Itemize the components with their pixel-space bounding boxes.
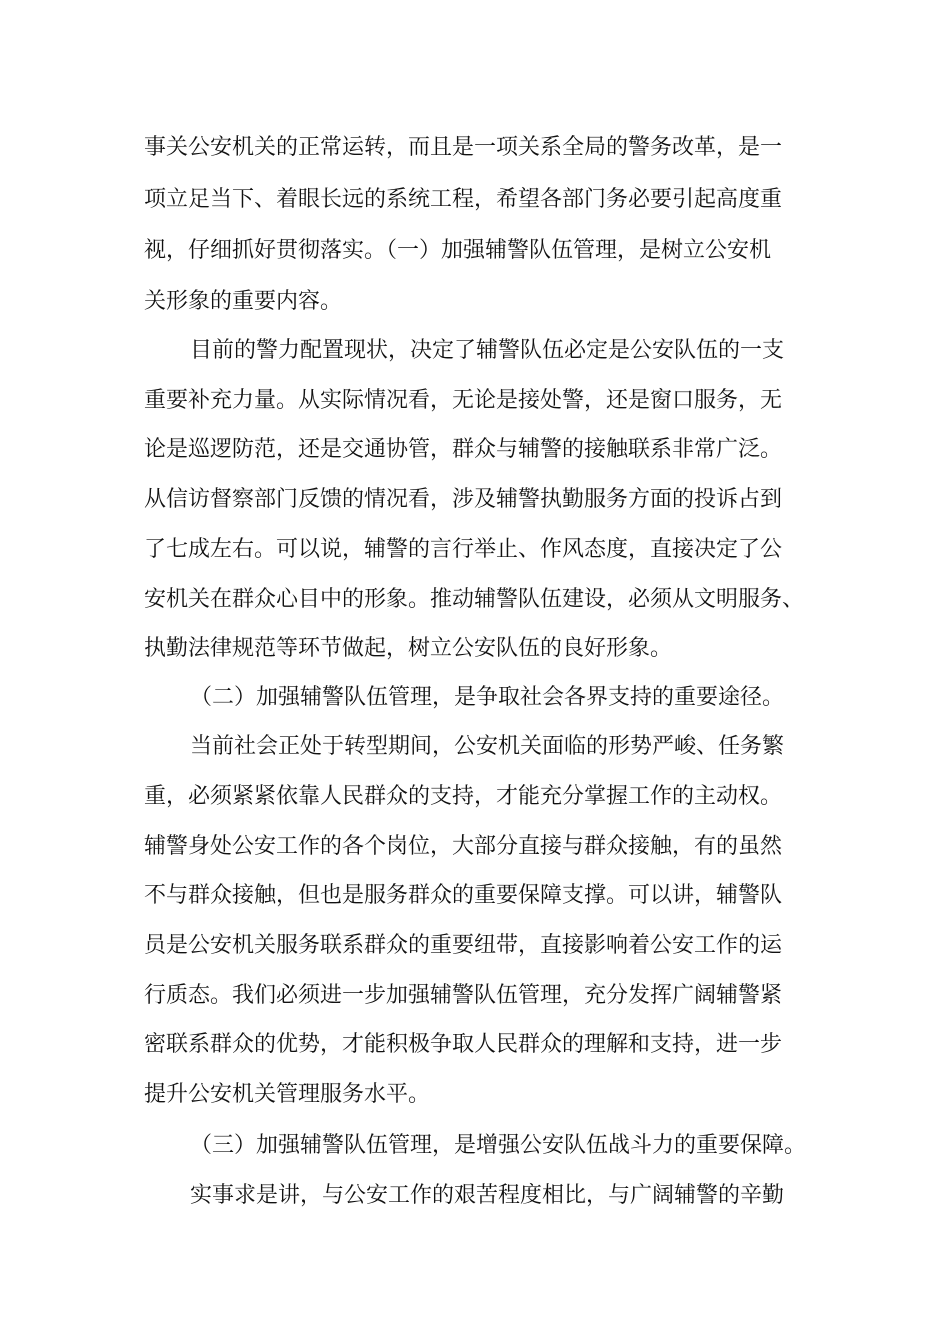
text-line: 行质态。我们必须进一步加强辅警队伍管理，充分发挥广阔辅警紧 xyxy=(144,983,783,1008)
text-line: 了七成左右。可以说，辅警的言行举止、作风态度，直接决定了公 xyxy=(144,537,783,562)
text-line: 重，必须紧紧依靠人民群众的支持，才能充分掌握工作的主动权。 xyxy=(144,784,783,809)
text-line: 目前的警力配置现状，决定了辅警队伍必定是公安队伍的一支 xyxy=(190,338,785,363)
text-line: 视，仔细抓好贯彻落实。（一）加强辅警队伍管理，是树立公安机 xyxy=(144,238,772,263)
text-line: 密联系群众的优势，才能积极争取人民群众的理解和支持，进一步 xyxy=(144,1032,783,1057)
text-line: 当前社会正处于转型期间，公安机关面临的形势严峻、任务繁 xyxy=(190,734,785,759)
text-line: 实事求是讲，与公安工作的艰苦程度相比，与广阔辅警的辛勤 xyxy=(190,1183,785,1208)
section-heading: （三）加强辅警队伍管理，是增强公安队伍战斗力的重要保障。 xyxy=(190,1133,807,1158)
text-line: 论是巡逻防范，还是交通协管，群众与辅警的接触联系非常广泛。 xyxy=(144,437,783,462)
text-line: 事关公安机关的正常运转，而且是一项关系全局的警务改革，是一 xyxy=(144,135,783,160)
text-line: 不与群众接触，但也是服务群众的重要保障支撑。可以讲，辅警队 xyxy=(144,883,783,908)
text-line: 重要补充力量。从实际情况看，无论是接处警，还是窗口服务，无 xyxy=(144,388,783,413)
section-heading: （二）加强辅警队伍管理，是争取社会各界支持的重要途径。 xyxy=(190,685,785,710)
text-line: 提升公安机关管理服务水平。 xyxy=(144,1082,431,1107)
text-line: 关形象的重要内容。 xyxy=(144,289,343,314)
text-line: 辅警身处公安工作的各个岗位，大部分直接与群众接触，有的虽然 xyxy=(144,834,783,859)
text-line: 执勤法律规范等环节做起，树立公安队伍的良好形象。 xyxy=(144,636,673,661)
text-line: 项立足当下、着眼长远的系统工程，希望各部门务必要引起高度重 xyxy=(144,187,783,212)
text-line: 员是公安机关服务联系群众的重要纽带，直接影响着公安工作的运 xyxy=(144,933,783,958)
text-line: 安机关在群众心目中的形象。推动辅警队伍建设，必须从文明服务、 xyxy=(144,587,805,612)
text-line: 从信访督察部门反馈的情况看，涉及辅警执勤服务方面的投诉占到 xyxy=(144,487,783,512)
